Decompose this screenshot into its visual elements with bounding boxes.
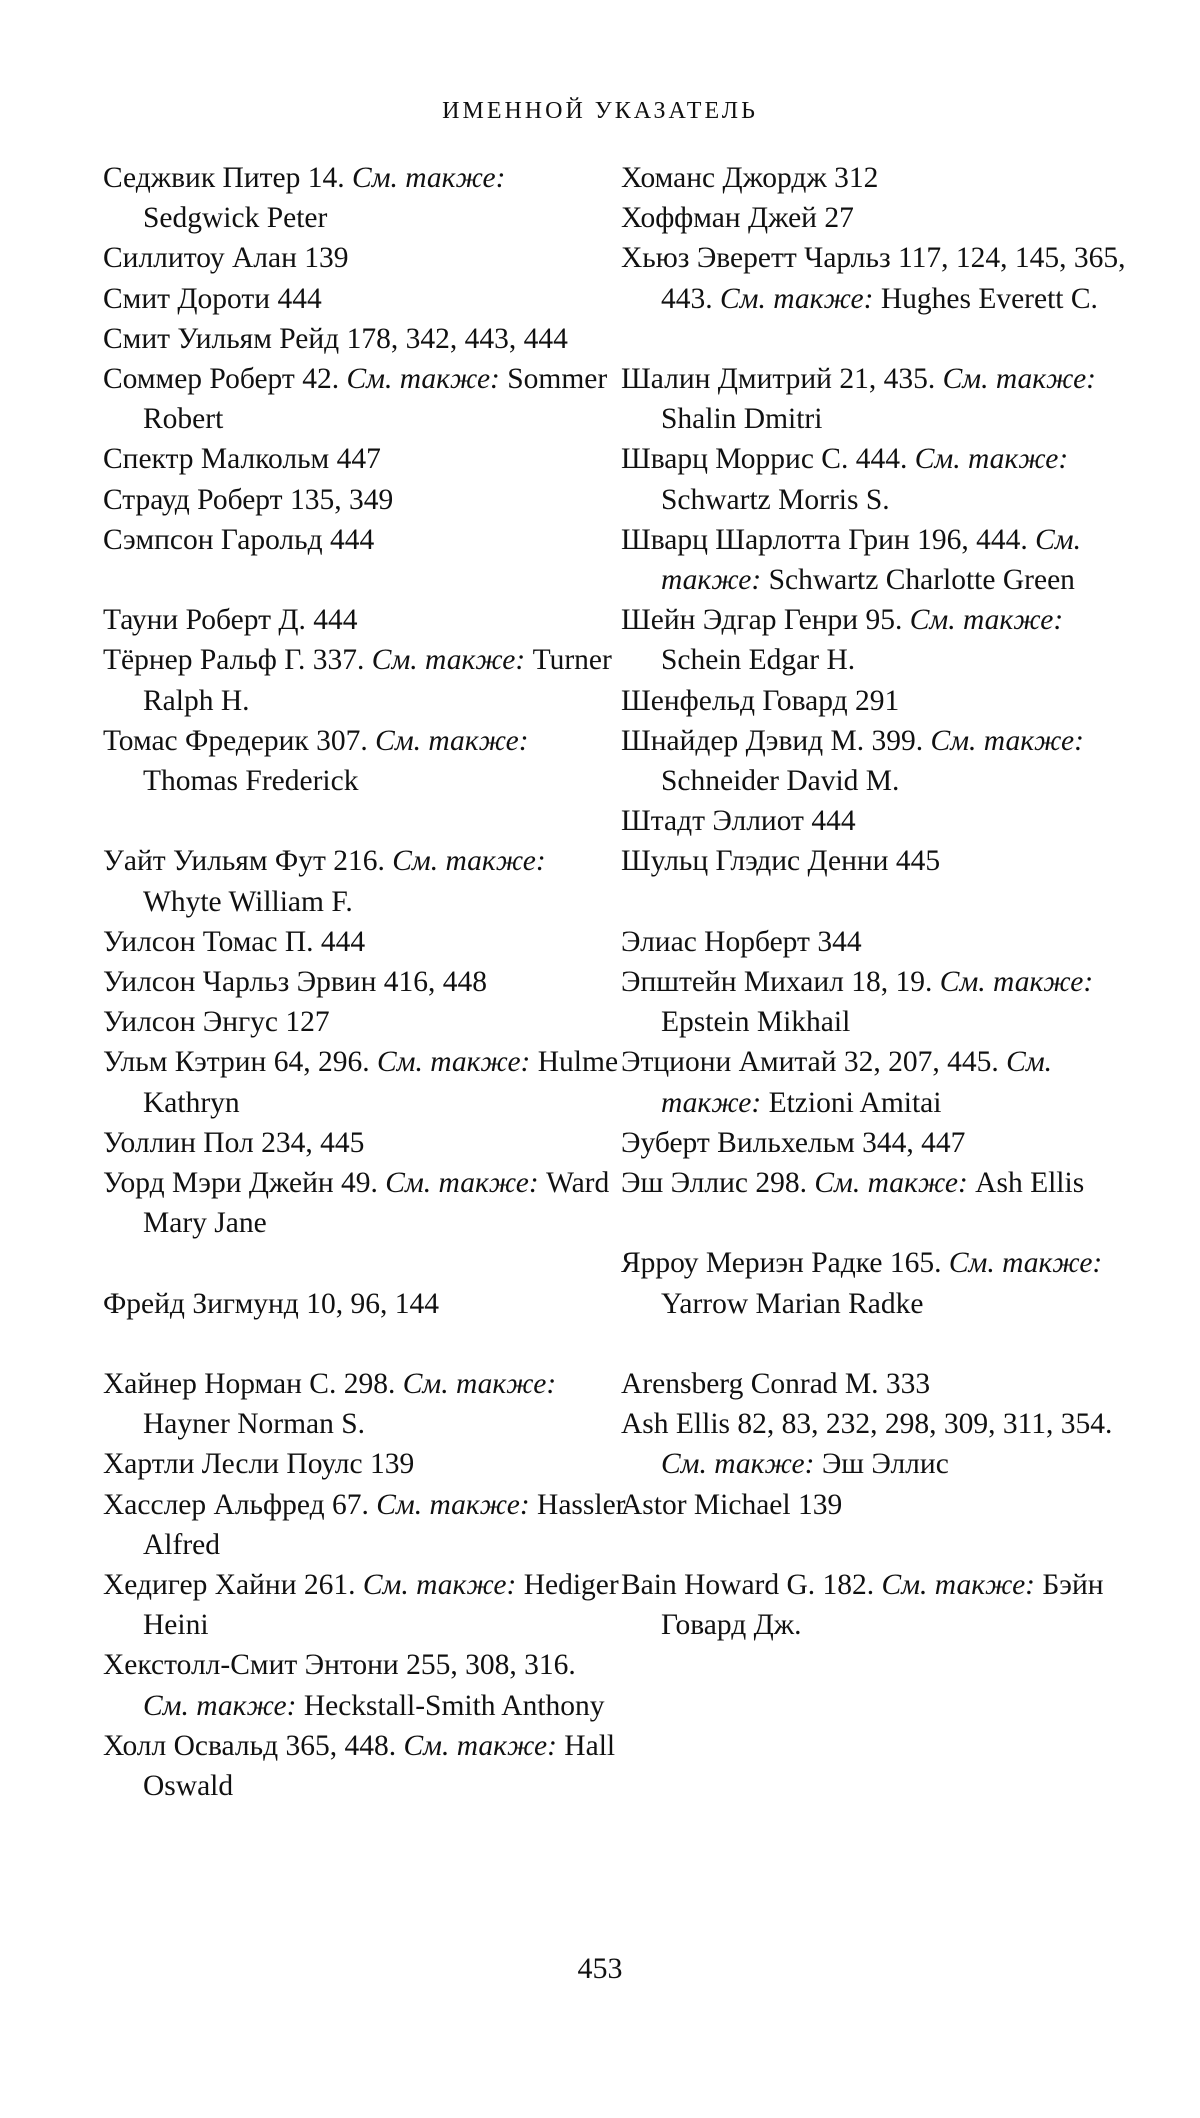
index-entry — [103, 1726, 628, 1806]
entry-pages: 10, 96, 144 — [306, 1287, 439, 1320]
see-also-label: См. также: — [376, 1046, 531, 1079]
see-also-label: См. также: — [942, 363, 1096, 395]
entry-pages: 21, 435. — [839, 363, 936, 395]
entry-pages: 117, 124, 145, 365, 443. — [661, 242, 1126, 315]
letter-group-gap — [103, 1243, 628, 1283]
running-head: ИМЕННОЙ УКАЗАТЕЛЬ — [442, 98, 758, 124]
entry-name: Томас Фредерик — [103, 724, 309, 757]
entry-pages: 32, 207, 445. — [843, 1046, 999, 1079]
entry-pages: 444 — [320, 925, 366, 958]
index-entry — [103, 238, 628, 278]
entry-pages: 312 — [834, 162, 879, 194]
entry-pages: 165. — [889, 1247, 942, 1280]
cross-reference: Бэйн Говард Дж. — [661, 1569, 1104, 1642]
entry-name: Хартли Лесли Поулс — [103, 1448, 363, 1481]
entry-name: Страуд Роберт — [103, 483, 283, 516]
entry-pages: 135, 349 — [289, 483, 394, 516]
entry-pages: 261. — [303, 1569, 356, 1602]
entry-name: Этциони Амитай — [621, 1046, 837, 1079]
index-entry — [103, 1042, 628, 1122]
index-entry — [621, 158, 1146, 198]
entry-name: Эпштейн Михаил — [621, 966, 844, 999]
index-column-left — [103, 158, 628, 1806]
see-also-label: См. также: — [376, 1488, 530, 1521]
see-also-label: См. также: — [362, 1569, 517, 1602]
see-also-label: См. также: — [814, 1167, 968, 1200]
entry-name: Уорд Мэри Джейн — [103, 1167, 334, 1200]
index-entry — [103, 1002, 628, 1042]
index-entry — [103, 721, 628, 801]
entry-name: Хьюз Эверетт Чарльз — [621, 242, 891, 275]
entry-pages: 445 — [895, 845, 941, 878]
index-entry — [103, 279, 628, 319]
entry-pages: 344, 447 — [862, 1126, 966, 1159]
letter-group-gap — [103, 560, 628, 600]
entry-pages: 139 — [304, 242, 349, 275]
entry-pages: 337. — [312, 644, 365, 677]
letter-group-gap — [621, 1324, 1146, 1364]
entry-pages: 399. — [871, 724, 924, 757]
index-entry — [103, 1485, 628, 1565]
entry-name: Элиас Норберт — [621, 925, 810, 958]
index-entry — [621, 681, 1146, 721]
entry-name: Смит Уильям Рейд — [103, 322, 340, 355]
index-entry — [621, 1485, 1146, 1525]
cross-reference: Shalin Dmitri — [661, 403, 823, 436]
entry-name: Шнайдер Дэвид М. — [621, 724, 865, 757]
index-entry — [621, 1243, 1146, 1323]
entry-name: Bain Howard G. — [621, 1569, 816, 1602]
entry-pages: 27 — [824, 202, 854, 235]
see-also-label: См. также: — [661, 1448, 815, 1481]
entry-name: Сэмпсон Гарольд — [103, 523, 323, 556]
cross-reference: Hughes Everett C. — [880, 282, 1098, 315]
entry-pages: 14. — [307, 162, 345, 194]
cross-reference: Etzioni Amitai — [768, 1086, 942, 1119]
cross-reference: Ash Ellis — [975, 1167, 1085, 1200]
entry-name: Шульц Глэдис Денни — [621, 845, 889, 878]
entry-name: Шварц Шарлотта Грин — [621, 523, 910, 556]
index-entry — [103, 1163, 628, 1243]
index-entry — [621, 1565, 1146, 1645]
entry-name: Силлитоу Алан — [103, 242, 297, 275]
entry-pages: 447 — [336, 443, 381, 476]
entry-pages: 344 — [817, 925, 862, 958]
index-entry — [621, 841, 1146, 881]
entry-name: Уайт Уильям Фут — [103, 845, 326, 878]
page-number: 453 — [577, 1952, 623, 1985]
see-also-label: См. также: — [909, 604, 1064, 637]
see-also-label: См. также: — [352, 162, 506, 194]
entry-pages: 182. — [822, 1569, 875, 1602]
entry-pages: 444 — [277, 282, 322, 315]
index-entry — [621, 922, 1146, 962]
index-entry — [621, 962, 1146, 1042]
see-also-label: См. также: — [371, 644, 526, 677]
index-entry — [103, 640, 628, 720]
entry-name: Ульм Кэтрин — [103, 1046, 267, 1079]
entry-name: Уилсон Томас П. — [103, 925, 314, 958]
index-entry — [103, 359, 628, 439]
entry-pages: 255, 308, 316. — [406, 1649, 576, 1682]
entry-name: Ash Ellis — [621, 1408, 730, 1441]
index-entry — [621, 359, 1146, 439]
entry-pages: 64, 296. — [273, 1046, 370, 1079]
cross-reference: Hall Oswald — [143, 1729, 616, 1803]
letter-group-gap — [103, 801, 628, 841]
index-entry — [621, 520, 1146, 600]
entry-pages: 216. — [333, 845, 385, 878]
cross-reference: Whyte William F. — [143, 885, 353, 918]
letter-group-gap — [621, 882, 1146, 922]
letter-group-gap — [621, 1525, 1146, 1565]
entry-name: Тауни Роберт Д. — [103, 604, 306, 637]
see-also-label: См. также: — [402, 1368, 557, 1401]
entry-name: Тёрнер Ральф Г. — [103, 644, 306, 677]
index-entry — [621, 238, 1146, 318]
cross-reference: Sommer Robert — [143, 363, 608, 436]
index-entry — [103, 600, 628, 640]
entry-name: Хоффман Джей — [621, 202, 817, 235]
cross-reference: Turner Ralph H. — [143, 644, 612, 717]
index-entry — [103, 841, 628, 921]
see-also-label: См. также: — [375, 724, 529, 757]
entry-pages: 444 — [329, 523, 375, 556]
see-also-label: См. также: — [948, 1247, 1103, 1280]
entry-name: Смит Дороти — [103, 282, 271, 315]
index-entry — [103, 319, 628, 359]
entry-pages: 416, 448 — [383, 966, 487, 999]
entry-name: Шварц Моррис С. — [621, 443, 849, 476]
index-entry — [103, 962, 628, 1002]
letter-group-gap — [103, 1324, 628, 1364]
see-also-label: См. также: — [143, 1689, 297, 1722]
entry-name: Эуберт Вильхельм — [621, 1126, 855, 1159]
cross-reference: Hayner Norman S. — [143, 1408, 366, 1441]
entry-name: Шенфельд Говард — [621, 684, 848, 717]
entry-pages: 127 — [285, 1006, 330, 1039]
index-entry — [621, 1404, 1146, 1484]
entry-name: Хекстолл-Смит Энтони — [103, 1649, 399, 1682]
entry-pages: 178, 342, 443, 444 — [346, 322, 568, 355]
index-entry — [621, 1163, 1146, 1203]
letter-group-gap — [621, 1203, 1146, 1243]
index-entry — [621, 1364, 1146, 1404]
entry-name: Эш Эллис — [621, 1167, 748, 1200]
entry-pages: 444. — [855, 443, 908, 476]
cross-reference: Эш Эллис — [821, 1448, 949, 1481]
entry-pages: 444 — [811, 805, 856, 838]
index-entry — [103, 439, 628, 479]
entry-pages: 18, 19. — [851, 966, 933, 999]
index-entry — [103, 1364, 628, 1444]
see-also-label: См. также: — [392, 845, 546, 878]
cross-reference: Thomas Frederick — [143, 765, 359, 798]
index-entry — [103, 1565, 628, 1645]
letter-group-gap — [621, 319, 1146, 359]
entry-pages: 67. — [331, 1488, 369, 1521]
see-also-label: См. также: — [346, 363, 500, 396]
index-entry — [103, 1284, 628, 1324]
entry-name: Шалин Дмитрий — [621, 363, 832, 395]
entry-name: Фрейд Зигмунд — [103, 1287, 299, 1320]
index-entry — [621, 600, 1146, 680]
index-column-right — [621, 158, 1146, 1645]
cross-reference: Schwartz Morris S. — [661, 483, 890, 516]
entry-pages: 42. — [302, 363, 340, 396]
see-also-label: См. также: — [914, 443, 1069, 476]
cross-reference: Schein Edgar H. — [661, 644, 856, 677]
entry-name: Шейн Эдгар Генри — [621, 604, 859, 637]
entry-name: Уилсон Чарльз Эрвин — [103, 966, 377, 999]
entry-name: Хоманс Джордж — [621, 162, 827, 194]
cross-reference: Epstein Mikhail — [661, 1006, 851, 1039]
see-also-label: См. также: — [385, 1167, 539, 1200]
cross-reference: Hulme Kathryn — [143, 1046, 619, 1119]
entry-pages: 333 — [885, 1368, 931, 1401]
entry-name: Холл Освальд — [103, 1729, 279, 1762]
index-entry — [621, 801, 1146, 841]
see-also-label: См. также: — [720, 282, 874, 315]
entry-name: Arensberg Conrad M. — [621, 1368, 879, 1401]
entry-pages: 291 — [855, 684, 900, 717]
entry-pages: 298. — [343, 1368, 396, 1401]
index-entry — [103, 158, 628, 238]
entry-pages: 234, 445 — [261, 1126, 365, 1159]
entry-name: Уоллин Пол — [103, 1126, 254, 1159]
index-entry — [103, 1123, 628, 1163]
cross-reference: Yarrow Marian Radke — [661, 1287, 924, 1320]
see-also-label: См. также: — [881, 1569, 1035, 1602]
index-entry — [103, 480, 628, 520]
see-also-label: См. также: — [939, 966, 1094, 999]
entry-name: Спектр Малкольм — [103, 443, 330, 476]
index-entry — [103, 1645, 628, 1725]
entry-pages: 139 — [369, 1448, 415, 1481]
see-also-label: См. также: — [403, 1729, 557, 1762]
entry-name: Хайнер Норман С. — [103, 1368, 337, 1401]
index-entry — [621, 1042, 1146, 1122]
entry-name: Штадт Эллиот — [621, 805, 804, 838]
entry-name: Соммер Роберт — [103, 363, 295, 396]
entry-pages: 365, 448. — [285, 1729, 397, 1762]
entry-pages: 298. — [755, 1167, 807, 1200]
entry-name: Хасслер Альфред — [103, 1488, 325, 1521]
cross-reference: Ward Mary Jane — [143, 1167, 610, 1240]
see-also-label: См. также: — [930, 724, 1084, 757]
cross-reference: Schneider David M. — [661, 765, 900, 798]
cross-reference: Hassler Alfred — [143, 1488, 626, 1561]
entry-pages: 49. — [341, 1167, 378, 1200]
index-entry — [621, 198, 1146, 238]
index-entry — [103, 520, 628, 560]
cross-reference: Sedgwick Peter — [143, 202, 328, 235]
entry-pages: 95. — [865, 604, 903, 637]
entry-pages: 307. — [316, 724, 368, 757]
entry-name: Седжвик Питер — [103, 162, 301, 194]
index-entry — [621, 439, 1146, 519]
index-entry — [621, 721, 1146, 801]
entry-pages: 444 — [313, 604, 358, 637]
see-also-label: См. также: — [661, 523, 1081, 597]
index-entry — [103, 922, 628, 962]
cross-reference: Schwartz Charlotte Green — [768, 564, 1075, 597]
index-entry — [103, 1444, 628, 1484]
cross-reference: Heckstall-Smith Anthony — [303, 1689, 605, 1722]
see-also-label: См. также: — [661, 1046, 1053, 1119]
cross-reference: Hediger Heini — [143, 1569, 619, 1642]
entry-name: Astor Michael — [621, 1488, 791, 1521]
entry-pages: 196, 444. — [917, 523, 1028, 556]
entry-name: Уилсон Энгус — [103, 1006, 279, 1039]
entry-pages: 82, 83, 232, 298, 309, 311, 354. — [737, 1408, 1113, 1441]
entry-pages: 139 — [797, 1488, 843, 1521]
entry-name: Хедигер Хайни — [103, 1569, 297, 1602]
entry-name: Ярроу Мериэн Радке — [621, 1247, 883, 1280]
index-entry — [621, 1123, 1146, 1163]
